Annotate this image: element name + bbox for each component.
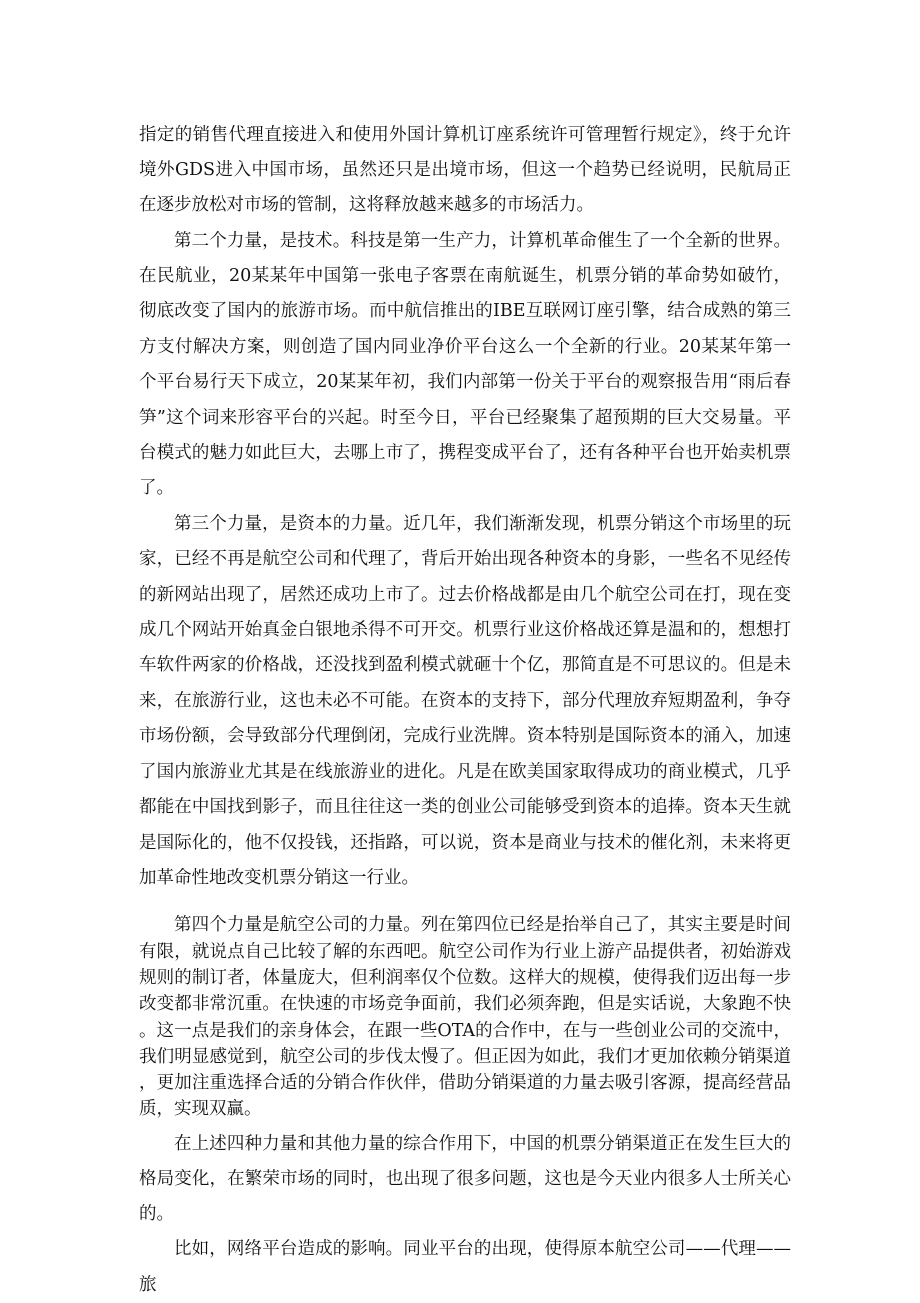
paragraph-airline-force: 第四个力量是航空公司的力量。列在第四位已经是抬举自己了，其实主要是时间有限，就说点自己比较了解的东西吧。航空公司作为行业上游产品提供者，初始游戏规则的制订者，体量庞大，但利润率仅个位数。这样大的规模，使得我们迈出每一步改变都非常沉重。在快速的市场竞争面前，我们必须奔跑，但是实话说，大象跑不快。这一点是我们的亲身体会，在跟一些OTA的合作中，在与一些创业公司的交流中，我们明显感觉到，航空公司的步伐太慢了。但正因为如此，我们才更加依赖分销渠道，更加注重选择合适的分销合作伙伴，借助分销渠道的力量去吸引客源，提高经营品质，实现双赢。 [139,915,791,1120]
paragraph-combined-forces: 在上述四种力量和其他力量的综合作用下，中国的机票分销渠道正在发生巨大的格局变化，在繁荣市场的同时，也出现了很多问题，这也是今天业内很多人士所关心的。 [139,1133,791,1225]
document-body [139,118,791,1303]
paragraph-gds-regulation: 指定的销售代理直接进入和使用外国计算机订座系统许可管理暂行规定》，终于允许境外GDS进入中国市场，虽然还只是出境市场，但这一个趋势已经说明，民航局正在逐步放松对市场的管制，这将释放越来越多的市场活力。 [139,125,791,216]
paragraph-capital-force: 第三个力量，是资本的力量。近几年，我们渐渐发现，机票分销这个市场里的玩家，已经不再是航空公司和代理了，背后开始出现各种资本的身影，一些名不见经传的新网站出现了，居然还成功上市了。过去价格战都是由几个航空公司在打，现在变成几个网站开始真金白银地杀得不可开交。机票行业这价格战还算是温和的，想想打车软件两家的价格战，还没找到盈利模式就砸十个亿，那简直是不可思议的。但是未来，在旅游行业，这也未必不可能。在资本的支持下，部分代理放弃短期盈利，争夺市场份额，会导致部分代理倒闭，完成行业洗牌。资本特别是国际资本的涌入，加速了国内旅游业尤其是在线旅游业的进化。凡是在欧美国家取得成功的商业模式，几乎都能在中国找到影子，而且往往这一类的创业公司能够受到资本的追捧。资本天生就是国际化的，他不仅投钱，还指路，可以说，资本是商业与技术的催化剂，未来将更加革命性地改变机票分销这一行业。 [139,513,791,888]
paragraph-platform-impact: 比如，网络平台造成的影响。同业平台的出现，使得原本航空公司——代理——旅 [139,1239,791,1295]
paragraph-technology-force: 第二个力量，是技术。科技是第一生产力，计算机革命催生了一个全新的世界。在民航业，20某某年中国第一张电子客票在南航诞生，机票分销的革命势如破竹，彻底改变了国内的旅游市场。而中航信推出的IBE互联网订座引擎，结合成熟的第三方支付解决方案，则创造了国内同业净价平台这么一个全新的行业。20某某年第一个平台易行天下成立，20某某年初，我们内部第一份关于平台的观察报告用“雨后春笋”这个词来形容平台的兴起。时至今日，平台已经聚集了超预期的巨大交易量。平台模式的魅力如此巨大，去哪上市了，携程变成平台了，还有各种平台也开始卖机票了。 [139,230,791,499]
